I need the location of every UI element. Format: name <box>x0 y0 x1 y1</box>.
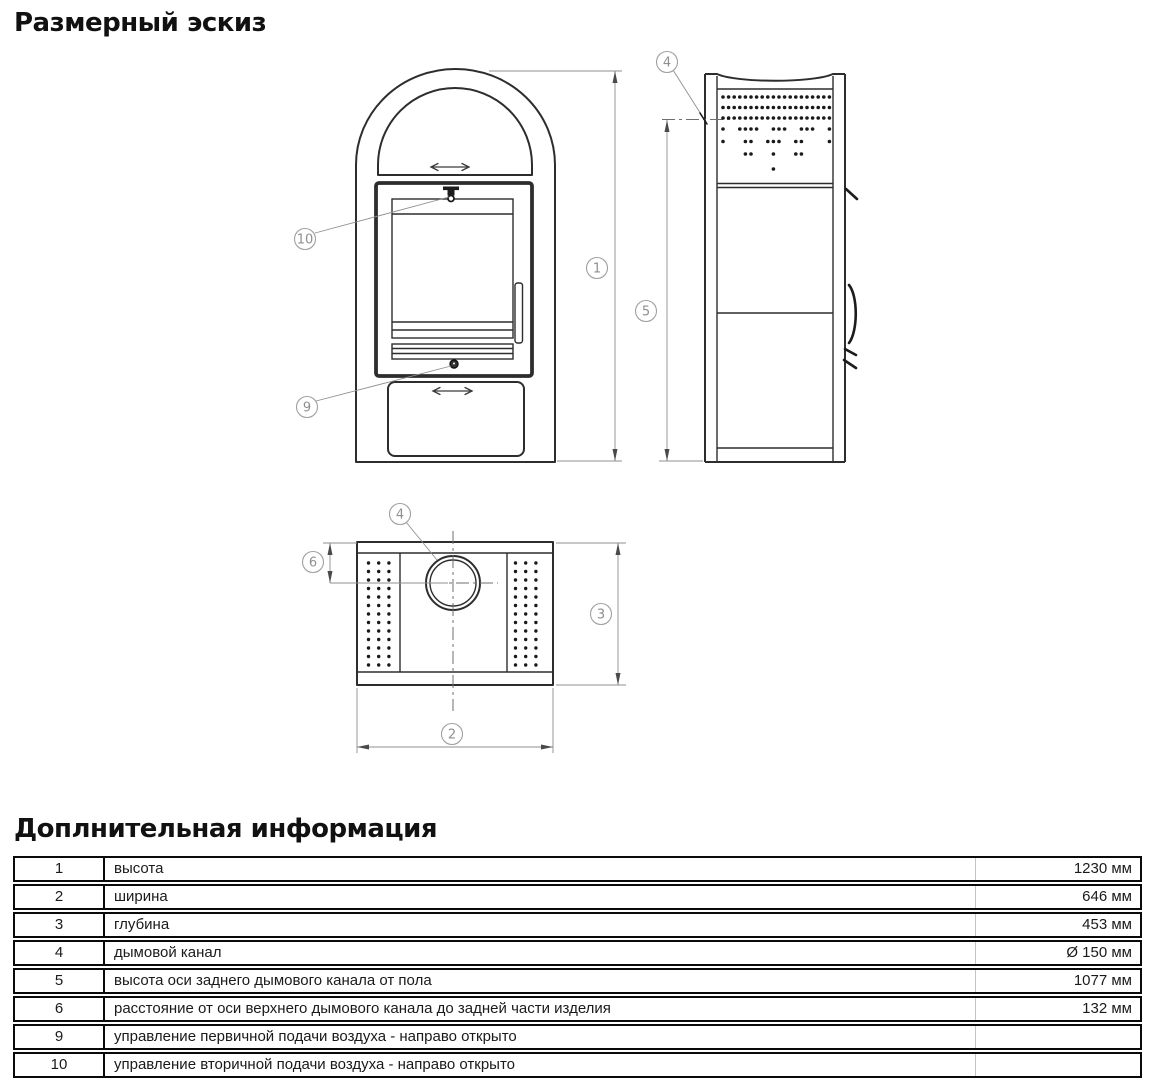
perforation-dot <box>822 106 826 110</box>
perforation-dot <box>367 663 370 666</box>
table-row <box>13 996 1142 1022</box>
perforation-dot <box>367 587 370 590</box>
row-value <box>976 1054 1140 1076</box>
air-slider-arrow-top <box>431 164 469 171</box>
perforation-dot <box>534 638 537 641</box>
perforation-dot <box>534 612 537 615</box>
door-handle <box>515 283 523 343</box>
perforation-dot <box>524 561 527 564</box>
perforation-dot <box>387 578 390 581</box>
perforation-dot <box>732 106 736 110</box>
callout-9 <box>297 397 318 418</box>
perforation-dot <box>760 106 764 110</box>
perforation-dot <box>524 629 527 632</box>
perforation-dot <box>524 604 527 607</box>
perforation-dot <box>760 95 764 99</box>
perforation-dot <box>534 629 537 632</box>
perforation-dot <box>514 604 517 607</box>
perforation-dot <box>738 95 742 99</box>
perforation-dot <box>367 655 370 658</box>
table-row <box>13 884 1142 910</box>
table-row <box>13 912 1142 938</box>
perforation-dot <box>788 116 792 120</box>
perforation-dot <box>822 95 826 99</box>
perforation-dot <box>749 152 753 156</box>
perforation-dot <box>772 127 776 131</box>
perforation-dot <box>514 595 517 598</box>
perforation-dot <box>772 106 776 110</box>
callout-3 <box>591 604 612 625</box>
perforation-dot <box>377 663 380 666</box>
perforation-dot <box>367 638 370 641</box>
perforation-dot <box>744 152 748 156</box>
perforation-dot <box>377 621 380 624</box>
perforation-dot <box>524 578 527 581</box>
perforation-dot <box>777 116 781 120</box>
perforation-dot <box>534 561 537 564</box>
callout-2 <box>442 724 463 745</box>
perforation-dot <box>805 116 809 120</box>
perforation-dot <box>760 116 764 120</box>
perforation-dot <box>514 629 517 632</box>
perforation-dot <box>727 106 731 110</box>
perforation-dot <box>783 116 787 120</box>
perforation-dot <box>377 646 380 649</box>
side-view <box>662 74 857 462</box>
perforation-dot <box>534 570 537 573</box>
perforation-dot <box>800 152 804 156</box>
perforation-dot <box>772 140 776 144</box>
perforation-dot <box>387 595 390 598</box>
callout-4-top-label: 4 <box>395 507 405 523</box>
callout-4-side-label: 4 <box>662 55 672 71</box>
perforation-dot <box>367 561 370 564</box>
grate-bar <box>392 344 513 359</box>
perforation-dot <box>377 612 380 615</box>
perforation-dot <box>387 646 390 649</box>
row-value: 453 мм <box>1082 916 1132 933</box>
perforation-dot <box>749 140 753 144</box>
row-value: 1230 мм <box>1073 860 1132 877</box>
row-number: 9 <box>15 1026 105 1048</box>
perforation-dot <box>800 127 804 131</box>
perforation-dot <box>828 95 832 99</box>
perforation-dot <box>783 95 787 99</box>
row-description: высота <box>105 858 976 880</box>
row-number: 3 <box>15 914 105 936</box>
table-row <box>13 968 1142 994</box>
door-glass <box>392 199 513 338</box>
row-number: 10 <box>15 1054 105 1076</box>
perforation-dot <box>828 127 832 131</box>
perforation-dot <box>514 570 517 573</box>
perforation-dot <box>744 127 748 131</box>
row-description: управление первичной подачи воздуха - направо открыто <box>105 1026 976 1048</box>
row-description: ширина <box>105 886 976 908</box>
perforation-dot <box>367 595 370 598</box>
perforation-dot <box>777 127 781 131</box>
perforation-dot <box>816 116 820 120</box>
perforation-dot <box>377 638 380 641</box>
callout-10 <box>295 229 316 250</box>
callout-1-label: 1 <box>592 261 602 277</box>
perforation-dot <box>367 612 370 615</box>
row-description: высота оси заднего дымового канала от пола <box>105 970 976 992</box>
perforation-dot <box>755 116 759 120</box>
perforation-dot <box>800 116 804 120</box>
perforation-dot <box>738 127 742 131</box>
row-value <box>976 1026 1140 1048</box>
row-number: 1 <box>15 858 105 880</box>
info-table <box>13 856 1142 1080</box>
perforation-dot <box>534 595 537 598</box>
perforation-dot <box>514 621 517 624</box>
perforation-dot <box>721 116 725 120</box>
callout-10-label: 10 <box>296 232 314 248</box>
perforation-dot <box>377 604 380 607</box>
row-description: дымовой канал <box>105 942 976 964</box>
perforation-dot <box>794 95 798 99</box>
perforation-dot <box>744 116 748 120</box>
ash-drawer <box>388 382 524 456</box>
perforation-dot <box>367 570 370 573</box>
perforation-dot <box>387 663 390 666</box>
perforation-dot <box>377 578 380 581</box>
row-number: 6 <box>15 998 105 1020</box>
perforation-dot <box>783 127 787 131</box>
perforation-dot <box>783 106 787 110</box>
perforation-dot <box>755 127 759 131</box>
perforation-dot <box>788 106 792 110</box>
perforation-dot <box>816 106 820 110</box>
perforation-dot <box>828 106 832 110</box>
perforation-dot <box>534 655 537 658</box>
perforation-dot <box>805 127 809 131</box>
perforation-dot <box>387 638 390 641</box>
perforation-dot <box>377 561 380 564</box>
table-row <box>13 940 1142 966</box>
perforation-dot <box>749 95 753 99</box>
perforation-dot <box>744 106 748 110</box>
perforation-dot <box>794 116 798 120</box>
perforation-dot <box>800 140 804 144</box>
perforation-dot <box>721 140 725 144</box>
perforation-dot <box>777 140 781 144</box>
perforation-dot <box>721 106 725 110</box>
perforation-dot <box>514 638 517 641</box>
perforation-dot <box>744 140 748 144</box>
perforation-dot <box>800 106 804 110</box>
perforation-dot <box>514 646 517 649</box>
perforation-dot <box>524 621 527 624</box>
dimension-lines <box>315 70 707 753</box>
perforation-dot <box>828 140 832 144</box>
perforation-dot <box>367 578 370 581</box>
perforation-dot <box>721 127 725 131</box>
callout-5-label: 5 <box>641 304 651 320</box>
perforation-dot <box>772 152 776 156</box>
perforation-dot <box>377 655 380 658</box>
callout-4-side <box>657 52 678 73</box>
perforation-dot <box>811 106 815 110</box>
perforation-dot <box>772 167 776 171</box>
perforation-dot <box>788 95 792 99</box>
table-row <box>13 1024 1142 1050</box>
callout-5 <box>636 301 657 322</box>
perforation-dot <box>387 570 390 573</box>
perforation-dot <box>811 127 815 131</box>
row-value: 1077 мм <box>1073 972 1132 989</box>
perforation-dot <box>377 570 380 573</box>
perforation-dot <box>377 595 380 598</box>
perforation-dot <box>367 621 370 624</box>
perforation-dot <box>377 587 380 590</box>
page-title: Размерный эскиз <box>14 8 267 38</box>
perforation-dot <box>805 95 809 99</box>
perforation-dot <box>727 95 731 99</box>
perforation-dot <box>524 595 527 598</box>
row-description: управление вторичной подачи воздуха - направо открыто <box>105 1054 976 1076</box>
perforation-dot <box>387 612 390 615</box>
perforation-dot <box>534 578 537 581</box>
primary-air-control-knob <box>450 360 458 368</box>
row-value: 132 мм <box>1082 1000 1132 1017</box>
perforation-dot <box>514 561 517 564</box>
perforation-dot <box>377 629 380 632</box>
front-view <box>356 69 555 462</box>
perforation-dot <box>534 604 537 607</box>
table-row <box>13 856 1142 882</box>
perforation-dot <box>794 140 798 144</box>
perforation-dot <box>534 663 537 666</box>
perforation-dot <box>749 106 753 110</box>
perforation-dot <box>800 95 804 99</box>
callout-9-label: 9 <box>302 400 312 416</box>
perforation-dot <box>811 95 815 99</box>
perforation-dot <box>828 116 832 120</box>
perforation-dot <box>749 116 753 120</box>
perforation-dot <box>514 612 517 615</box>
perforation-dot <box>524 663 527 666</box>
perforation-dot <box>721 95 725 99</box>
perforation-dots <box>367 95 831 667</box>
perforation-dot <box>766 140 770 144</box>
perforation-dot <box>749 127 753 131</box>
row-description: глубина <box>105 914 976 936</box>
air-slider-arrow-bottom <box>433 388 472 395</box>
perforation-dot <box>755 106 759 110</box>
callout-1 <box>587 258 608 279</box>
perforation-dot <box>524 655 527 658</box>
perforation-dot <box>794 152 798 156</box>
perforation-dot <box>732 116 736 120</box>
perforation-dot <box>738 106 742 110</box>
row-number: 5 <box>15 970 105 992</box>
perforation-dot <box>816 95 820 99</box>
callout-balloons <box>295 52 678 745</box>
perforation-dot <box>387 621 390 624</box>
perforation-dot <box>766 106 770 110</box>
perforation-dot <box>387 629 390 632</box>
perforation-dot <box>514 655 517 658</box>
perforation-dot <box>755 95 759 99</box>
row-value: Ø 150 мм <box>1066 944 1132 961</box>
perforation-dot <box>777 95 781 99</box>
perforation-dot <box>524 646 527 649</box>
callout-2-label: 2 <box>447 727 457 743</box>
perforation-dot <box>524 612 527 615</box>
callout-4-top <box>390 504 411 525</box>
perforation-dot <box>514 663 517 666</box>
top-view <box>357 531 553 711</box>
perforation-dot <box>534 646 537 649</box>
stove-door <box>376 183 532 376</box>
row-number: 4 <box>15 942 105 964</box>
row-number: 2 <box>15 886 105 908</box>
perforation-dot <box>772 95 776 99</box>
perforation-dot <box>766 95 770 99</box>
perforation-dot <box>777 106 781 110</box>
perforation-dot <box>732 95 736 99</box>
callout-6 <box>303 552 324 573</box>
perforation-dot <box>524 638 527 641</box>
perforation-dot <box>805 106 809 110</box>
perforation-dot <box>514 578 517 581</box>
perforation-dot <box>794 106 798 110</box>
perforation-dot <box>367 604 370 607</box>
perforation-dot <box>738 116 742 120</box>
perforation-dot <box>811 116 815 120</box>
perforation-dot <box>387 604 390 607</box>
perforation-dot <box>367 629 370 632</box>
perforation-dot <box>387 561 390 564</box>
perforation-dot <box>727 116 731 120</box>
callout-6-label: 6 <box>308 555 318 571</box>
perforation-dot <box>514 587 517 590</box>
table-row <box>13 1052 1142 1078</box>
callout-3-label: 3 <box>596 607 606 623</box>
section-title: Доплнительная информация <box>14 814 438 844</box>
row-description: расстояние от оси верхнего дымового канала до задней части изделия <box>105 998 976 1020</box>
perforation-dot <box>772 116 776 120</box>
perforation-dot <box>387 587 390 590</box>
perforation-dot <box>367 646 370 649</box>
perforation-dot <box>534 587 537 590</box>
perforation-dot <box>822 116 826 120</box>
perforation-dot <box>387 655 390 658</box>
perforation-dot <box>744 95 748 99</box>
perforation-dot <box>524 570 527 573</box>
row-value: 646 мм <box>1082 888 1132 905</box>
perforation-dot <box>766 116 770 120</box>
perforation-dot <box>524 587 527 590</box>
perforation-dot <box>534 621 537 624</box>
